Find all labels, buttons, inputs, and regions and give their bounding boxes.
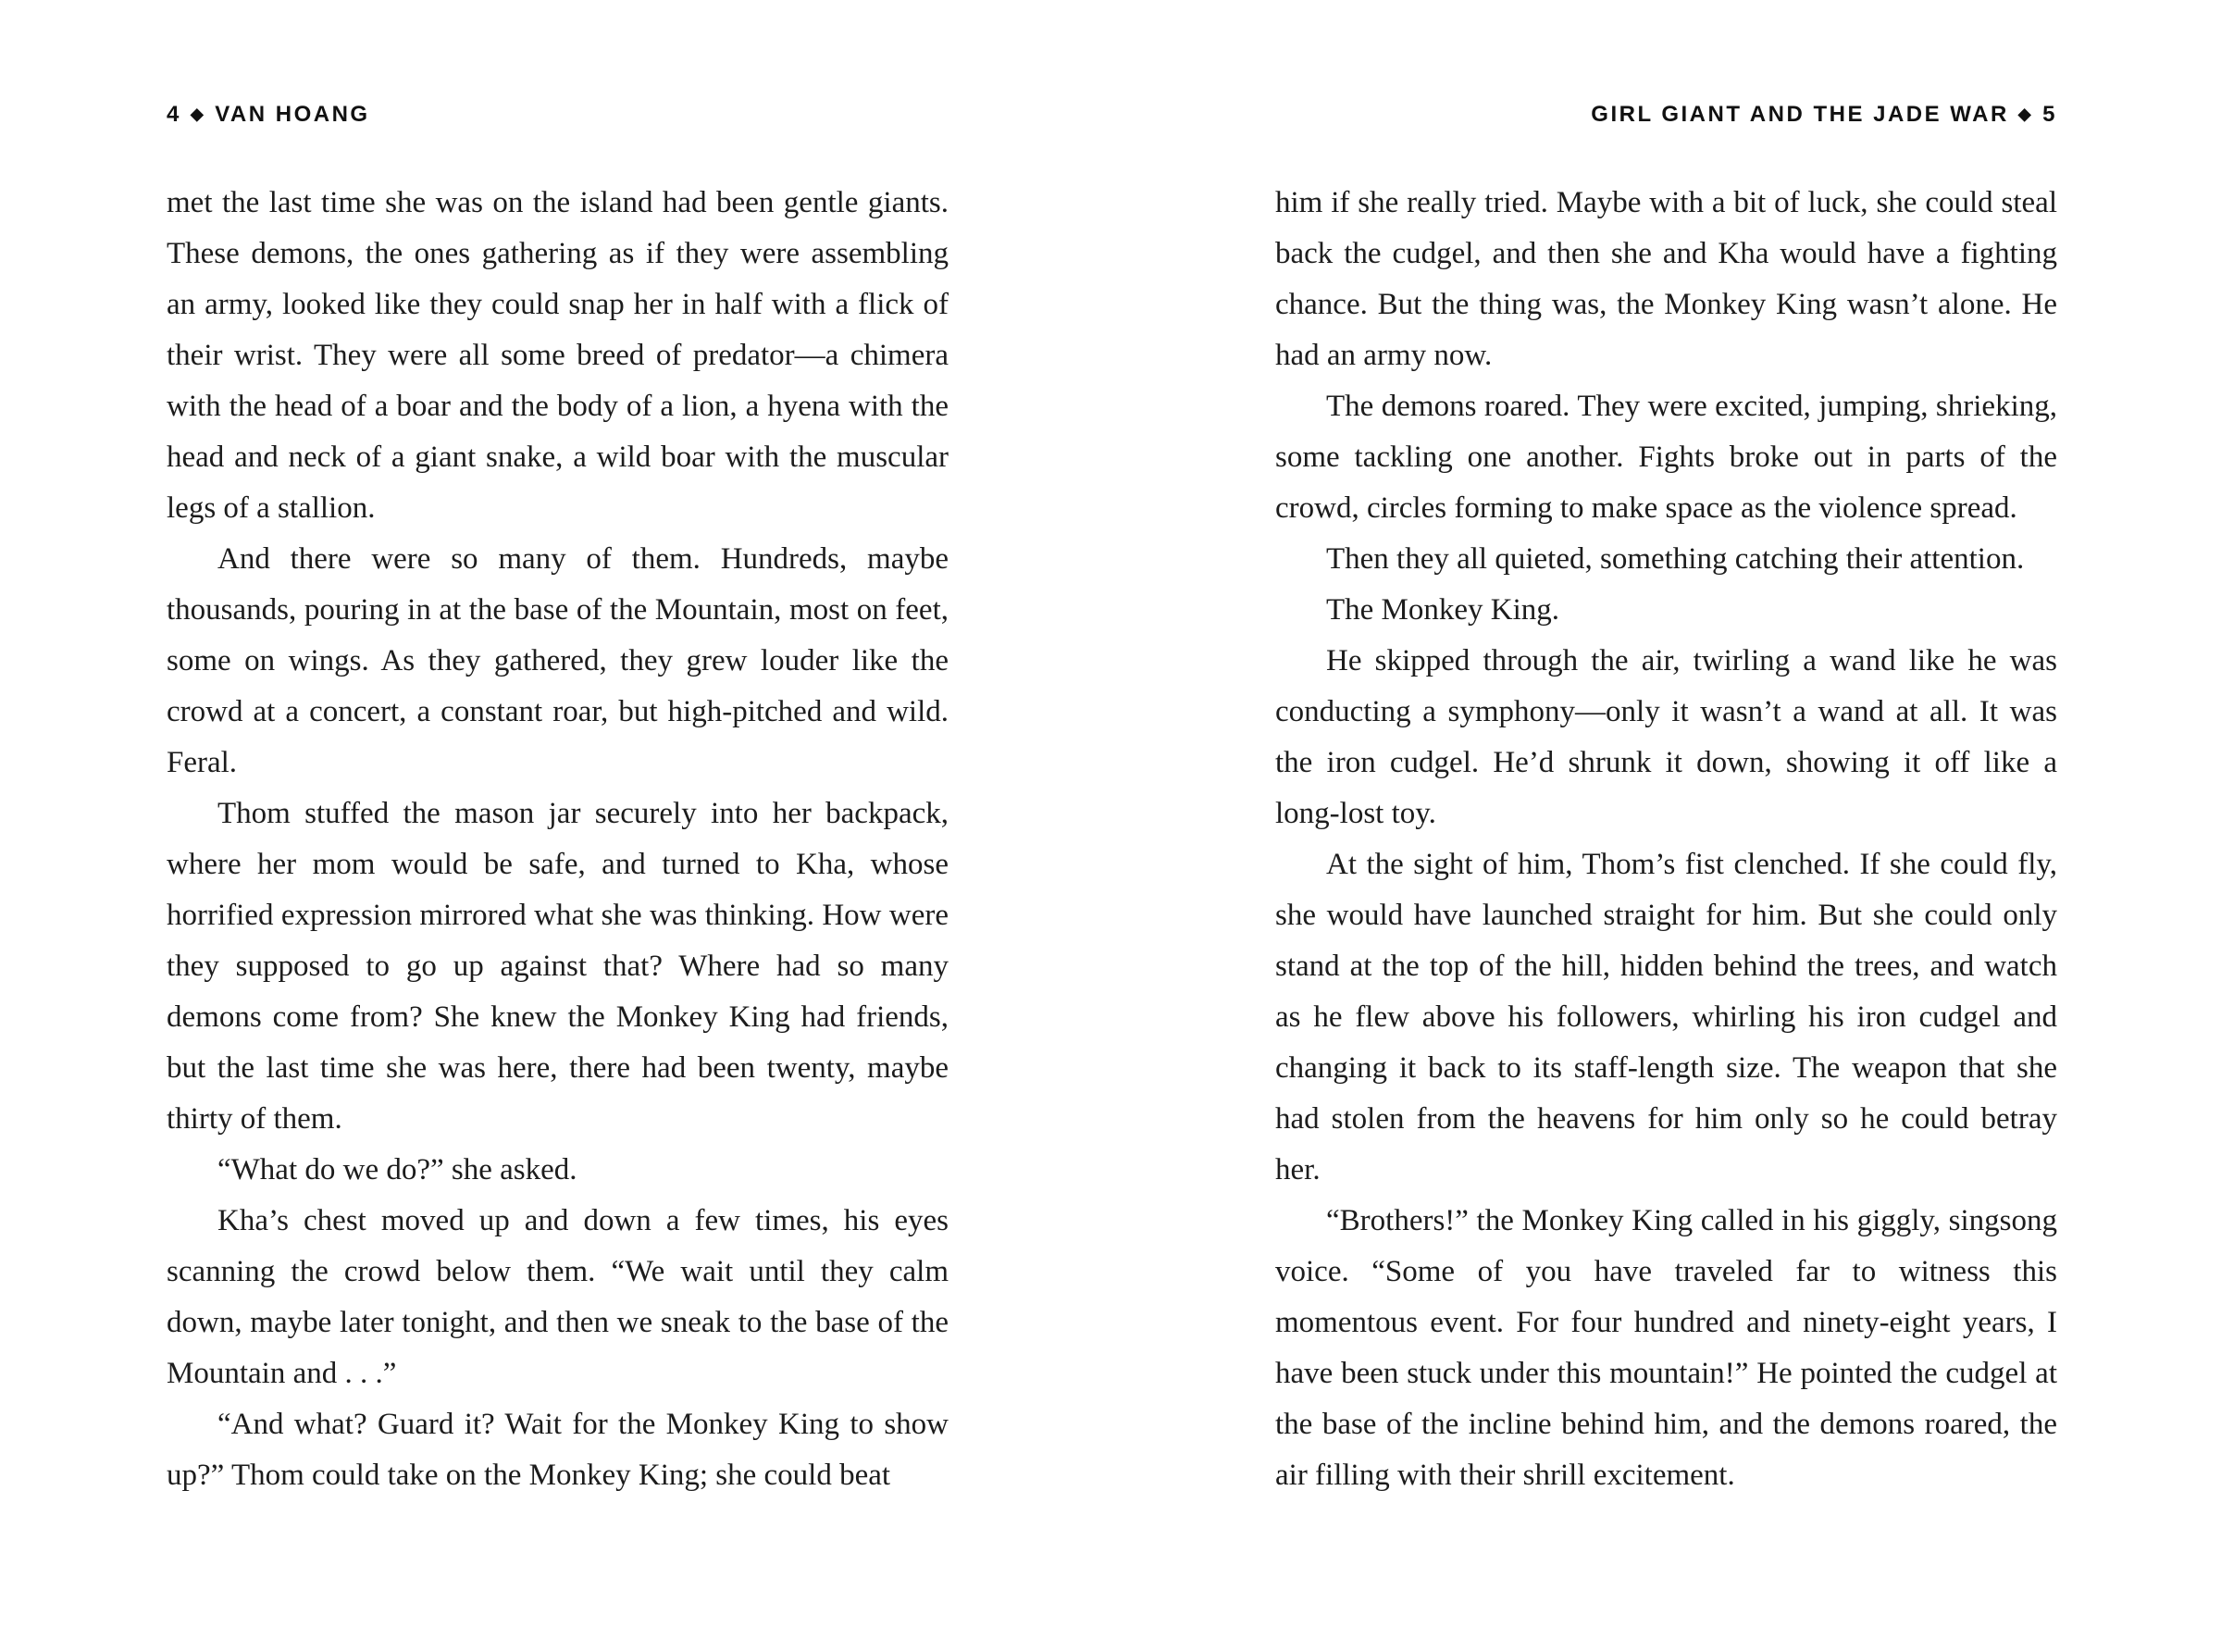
- paragraph: “What do we do?” she asked.: [217, 1153, 577, 1186]
- paragraph: “Brothers!” the Monkey King called in his giggly, singsong voice. “Some of you have traveled far to witness this momentous event. For four hundred and ninety-eight years, I have been stuck under this mountain!” He pointed the cudgel at the base of the incline behind him, and the demons roared, the air filling with their shrill excitement.: [1275, 1204, 2057, 1492]
- paragraph: Thom stuffed the mason jar securely into her backpack, where her mom would be safe, and turned to Kha, whose horrified expression mirrored what she was thinking. How were they supposed to go up against that? Where had so many demons come from? She knew the Monkey King had friends, but the last time she was here, there had been twenty, maybe thirty of them.: [167, 797, 949, 1136]
- paragraph: Then they all quieted, something catching their attention.: [1326, 542, 2025, 576]
- paragraph: And there were so many of them. Hundreds, maybe thousands, pouring in at the base of the Mountain, most on feet, some on wings. As they gathered, they grew louder like the crowd at a concert, a constant roar, but high-pitched and wild. Feral.: [167, 542, 949, 779]
- diamond-separator-icon: ◆: [190, 105, 206, 123]
- paragraph: met the last time she was on the island had been gentle giants. These demons, the ones gathering as if they were assembling an army, looked like they could snap her in half with a flick of their wrist. They were all some breed of predator—a chimera with the head of a boar and the body of a lion, a hyena with the head and neck of a giant snake, a wild boar with the muscular legs of a stallion.: [167, 186, 949, 525]
- paragraph: “And what? Guard it? Wait for the Monkey King to show up?” Thom could take on the Monkey King; she could beat: [167, 1408, 949, 1492]
- paragraph: The Monkey King.: [1326, 593, 1560, 627]
- left-page-number: 4: [167, 102, 181, 127]
- page-right: [1275, 100, 2057, 1501]
- page-left: [167, 100, 949, 1501]
- paragraph: him if she really tried. Maybe with a bit of luck, she could steal back the cudgel, and then she and Kha would have a fighting chance. But the thing was, the Monkey King wasn’t alone. He had an army now.: [1275, 186, 2057, 372]
- left-running-head: VAN HOANG: [215, 102, 370, 127]
- right-page-body: [1275, 178, 2057, 1501]
- paragraph: The demons roared. They were excited, jumping, shrieking, some tackling one another. Fights broke out in parts of the crowd, circles forming to make space as the violence spread.: [1275, 390, 2057, 525]
- right-running-head: GIRL GIANT AND THE JADE WAR: [1591, 102, 2009, 127]
- right-page-number: 5: [2042, 102, 2057, 127]
- left-page-header: [167, 100, 949, 130]
- paragraph: At the sight of him, Thom’s fist clenched. If she could fly, she would have launched straight for him. But she could only stand at the top of the hill, hidden behind the trees, and watch as he flew above his followers, whirling his iron cudgel and changing it back to its staff-length size. The weapon that she had stolen from the heavens for him only so he could betray her.: [1275, 848, 2057, 1186]
- paragraph: He skipped through the air, twirling a wand like he was conducting a symphony—only it wasn’t a wand at all. It was the iron cudgel. He’d shrunk it down, showing it off like a long-lost toy.: [1275, 644, 2057, 830]
- left-page-body: [167, 178, 949, 1501]
- right-page-header: [1275, 100, 2057, 130]
- paragraph: Kha’s chest moved up and down a few times, his eyes scanning the crowd below them. “We wait until they calm down, maybe later tonight, and then we sneak to the base of the Mountain and . . .”: [167, 1204, 949, 1390]
- diamond-separator-icon: ◆: [2017, 105, 2034, 123]
